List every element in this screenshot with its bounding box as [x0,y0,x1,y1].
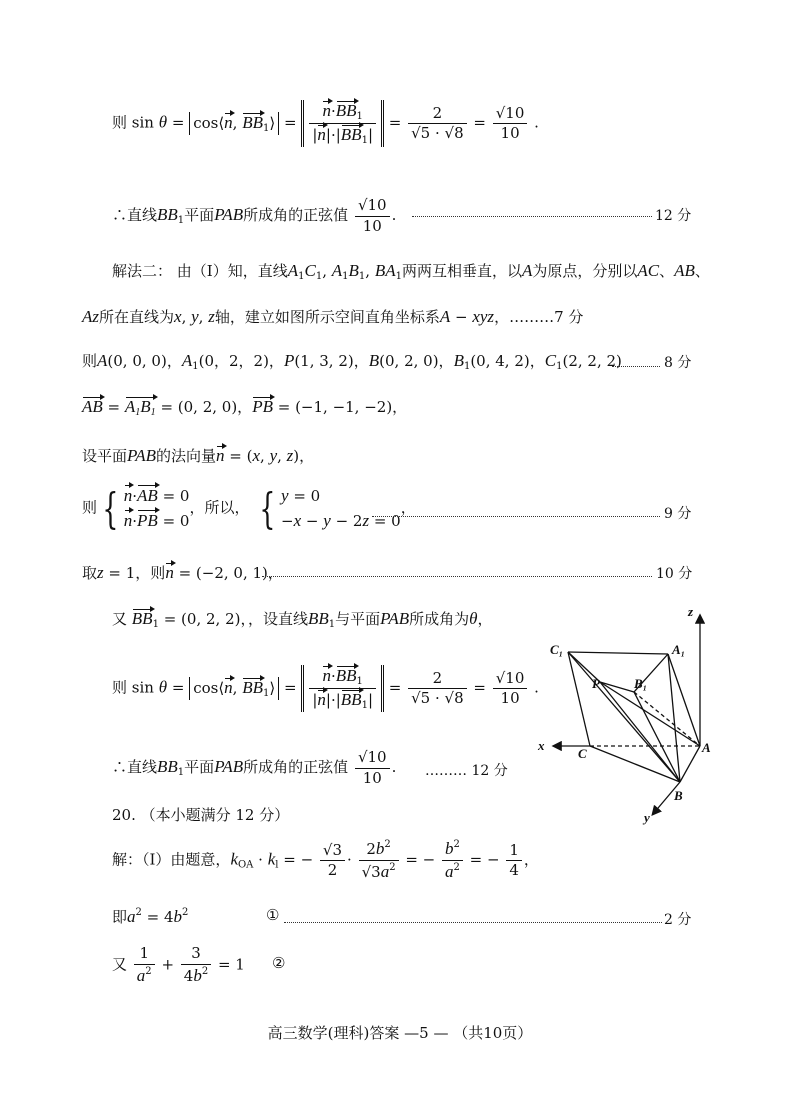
bb1-line: 又 $BB_1 = (0$, 2, 2)，，设直线$BB_1$与平面PAB所成角为θ， [112,609,493,630]
normal-vector-line: 设平面PAB的法向量n = (x, y, z)， [82,445,314,467]
sin-formula-line-1: 则 sin θ = cos⟨n, $BB_1⟩$ = $\frac{n\cdot BB_1}{|n|\cdot|BB_1|}$ = $\frac{2}{√5 \cdot √8}$ = $\frac{√10}{10}$ . [112,101,539,146]
vectors-line: AB = $A_1B_1 = (0$, 2, 0)，PB = (−1, −1, −2)， [82,397,408,418]
label-A: A [702,740,711,755]
label-P: P [592,676,600,691]
solution-line-2: 即$a^2 = 4b^2$ [112,907,189,926]
coordinates-line: 则A(0, 0, 0)，$A_1(0$，2，2)，P(1, 3, 2)，B(0, 2, 0)，$B_1(0$, 4, 2)，$C_1(2$, 2, 2) [82,351,622,372]
method2-cont: Az所在直线为x, y, z轴，建立如图所示空间直角坐标系A − xyz，………7 分 [82,307,584,326]
equation-system-line: 则 { n·AB = 0 n·PB = 0，所以， { y = 0 −x − y − 2z = 0， [82,483,416,533]
prism-figure [530,602,730,827]
score-8: 8 分 [664,355,692,371]
label-z: z [688,604,694,619]
dot-leader [372,516,660,517]
score-10: 10 分 [656,566,693,582]
dot-leader [262,576,652,577]
conclusion-line-1: ∴直线$BB_1$平面PAB所成角的正弦值 $\frac{√10}{10}$ . [112,196,397,235]
take-z-line: 取z = 1，则n = (−2, 0, 1)， [82,562,283,584]
circled-one: ① [266,906,280,924]
dot-leader [412,216,652,217]
label-y: y [644,810,650,825]
sin-formula-line-2: 则 sin θ = cos⟨n, $BB_1⟩$ = $\frac{n\cdot BB_1}{|n|\cdot|BB_1|}$ = $\frac{2}{√5 \cdot √8}$ = $\frac{√10}{10}$ . [112,666,539,711]
page-footer: 高三数学(理科)答案 —5 — （共10页） [267,1024,533,1042]
label-B: B [674,788,683,803]
score-12-b: ……… 12 分 [425,763,508,779]
circled-two: ② [272,954,286,972]
conclusion-line-2: ∴直线$BB_1$平面PAB所成角的正弦值 $\frac{√10}{10}$ . [112,748,397,787]
label-x: x [538,738,545,753]
score-2: 2 分 [664,912,692,928]
label-C: C [578,746,587,761]
label-A1: A₁ [672,642,686,657]
score-12-a: 12 分 [655,208,692,224]
problem-20-header: 20. （本小题满分 12 分） [112,806,290,824]
method2-intro: 解法二： 由（Ⅰ）知，直线$A_1C_1$, $A_1B_1$, $BA_1$两两互相垂直，以A为原点，分别以AC、AB、 [112,261,710,282]
label-C1: C₁ [550,642,564,657]
score-9: 9 分 [664,506,692,522]
prism-diagram [530,602,730,827]
dot-leader [612,366,660,367]
label-B1: B₁ [634,676,648,691]
solution-line-1: 解：（Ⅰ）由题意，$k_{OA} \cdot k_l$ = − $\frac{√3}{2}$ · $\frac{2b^2}{√3a^2}$ = − $\frac{b^2}{a^2}$ = − $\frac{1}{4}$ ， [112,839,539,882]
solution-line-3: 又 $\frac{1}{a^2}$ + $\frac{3}{4b^2}$ = 1 [112,944,245,985]
dot-leader [284,922,662,923]
